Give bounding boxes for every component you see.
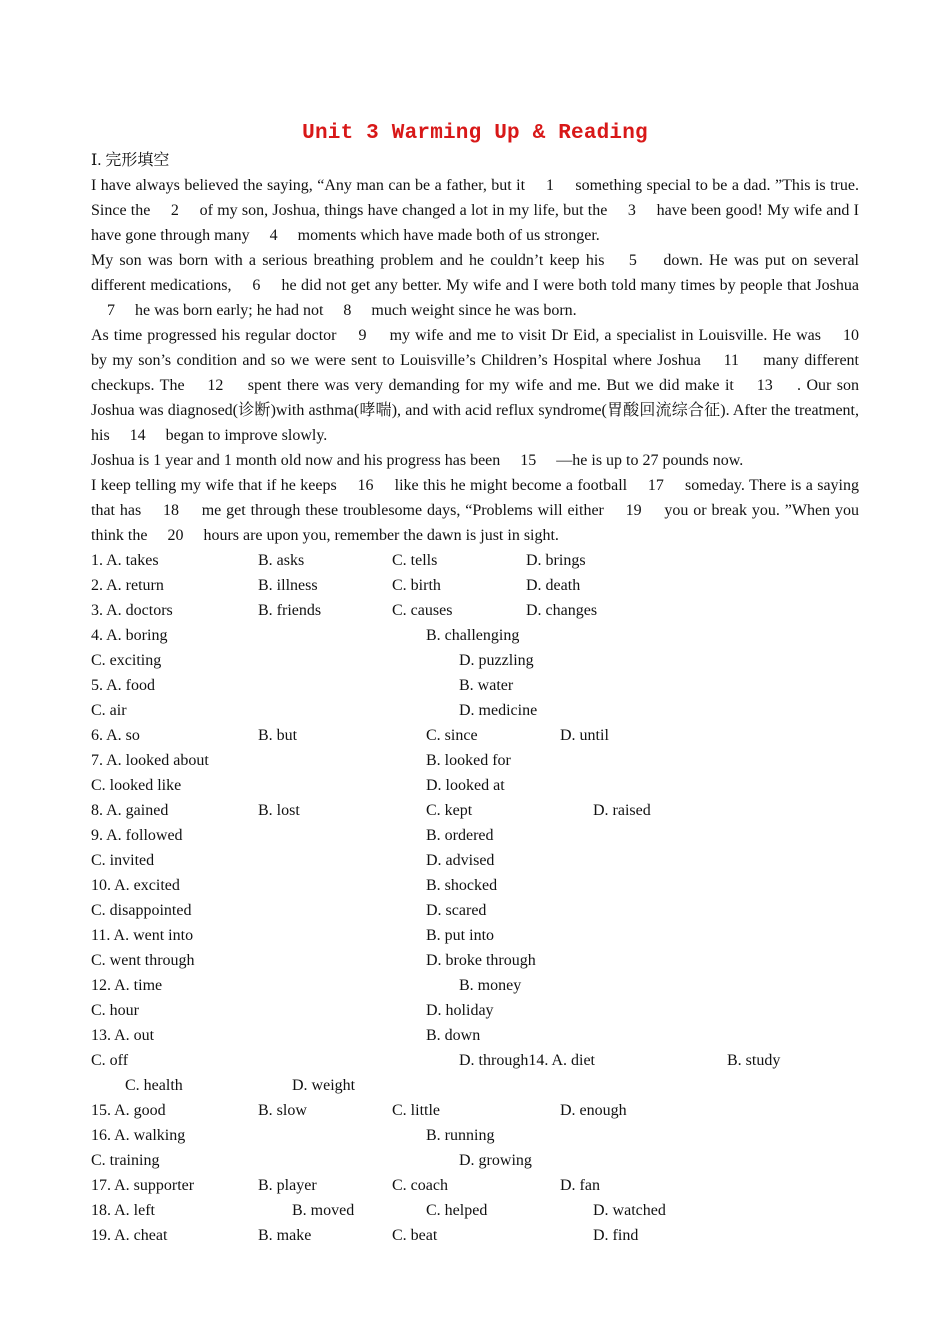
option-row bbox=[91, 873, 859, 898]
option-text: 11. A. went into bbox=[91, 927, 194, 944]
option-row bbox=[91, 1048, 859, 1073]
option-text: D. weight bbox=[292, 1077, 356, 1094]
option-text: C. causes bbox=[392, 602, 453, 619]
option-text: C. beat bbox=[392, 1227, 438, 1244]
option-text: D. brings bbox=[526, 552, 586, 569]
option-row bbox=[91, 673, 859, 698]
passage-paragraph: Joshua is 1 year and 1 month old now and his progress has been 15 —he is up to 27 pounds now. bbox=[91, 452, 744, 469]
option-text: B. friends bbox=[258, 602, 322, 619]
option-text: D. broke through bbox=[426, 952, 536, 969]
option-text: B. but bbox=[258, 727, 298, 744]
option-text: C. air bbox=[91, 702, 127, 719]
option-text: C. looked like bbox=[91, 777, 182, 794]
option-text: C. training bbox=[91, 1152, 160, 1169]
option-row bbox=[91, 598, 859, 623]
option-row bbox=[91, 548, 859, 573]
option-row bbox=[91, 1173, 859, 1198]
option-text: C. coach bbox=[392, 1177, 448, 1194]
option-row bbox=[91, 723, 859, 748]
option-text: 8. A. gained bbox=[91, 802, 169, 819]
option-row bbox=[91, 948, 859, 973]
option-text: 19. A. cheat bbox=[91, 1227, 168, 1244]
option-text: D. enough bbox=[560, 1102, 627, 1119]
option-text: D. looked at bbox=[426, 777, 505, 794]
option-text: B. illness bbox=[258, 577, 318, 594]
option-text: D. medicine bbox=[459, 702, 538, 719]
option-text: B. shocked bbox=[426, 877, 498, 894]
option-text: C. disappointed bbox=[91, 902, 192, 919]
passage-paragraph: I keep telling my wife that if he keeps 16 like this he might become a football 17 someday. There is a saying that has 18 me get through these troublesome days, “Problems will either 19 you or break you. ”When you think the 20 hours are upon you, remember the dawn is just in sight. bbox=[91, 477, 859, 544]
option-text: 15. A. good bbox=[91, 1102, 166, 1119]
option-text: C. hour bbox=[91, 1002, 139, 1019]
option-text: D. puzzling bbox=[459, 652, 534, 669]
option-row bbox=[91, 1098, 859, 1123]
option-text: C. tells bbox=[392, 552, 438, 569]
option-text: B. ordered bbox=[426, 827, 494, 844]
option-text: D. holiday bbox=[426, 1002, 494, 1019]
option-text: 7. A. looked about bbox=[91, 752, 209, 769]
option-row bbox=[91, 1198, 859, 1223]
option-text: C. little bbox=[392, 1102, 440, 1119]
option-text: D. watched bbox=[593, 1202, 666, 1219]
option-row bbox=[91, 973, 859, 998]
passage-paragraph: I have always believed the saying, “Any man can be a father, but it 1 something special to be a dad. ”This is true. Since the 2 of my son, Joshua, things have changed a lot in my life, but the 3 have been good! My wife and I have gone through many 4 moments which have made both of us stronger. bbox=[91, 177, 859, 244]
option-text: 9. A. followed bbox=[91, 827, 183, 844]
option-row bbox=[91, 923, 859, 948]
option-row bbox=[91, 698, 859, 723]
option-text: B. down bbox=[426, 1027, 481, 1044]
option-row bbox=[91, 1073, 859, 1098]
answer-options bbox=[91, 548, 859, 1248]
option-text: D. find bbox=[593, 1227, 639, 1244]
option-text: D. changes bbox=[526, 602, 598, 619]
option-text: 13. A. out bbox=[91, 1027, 155, 1044]
option-text: 1. A. takes bbox=[91, 552, 159, 569]
option-text: 4. A. boring bbox=[91, 627, 168, 644]
cloze-passage bbox=[91, 173, 880, 548]
option-text: D. scared bbox=[426, 902, 487, 919]
option-text: C. health bbox=[125, 1077, 183, 1094]
option-row bbox=[91, 998, 859, 1023]
option-text: D. until bbox=[560, 727, 609, 744]
option-text: B. water bbox=[459, 677, 514, 694]
option-text: D. raised bbox=[593, 802, 651, 819]
option-text: C. since bbox=[426, 727, 478, 744]
option-text: B. running bbox=[426, 1127, 495, 1144]
option-text: 5. A. food bbox=[91, 677, 155, 694]
option-text: D. through14. A. diet bbox=[459, 1052, 595, 1069]
option-text: B. moved bbox=[292, 1202, 355, 1219]
option-row bbox=[91, 623, 859, 648]
option-text: B. lost bbox=[258, 802, 300, 819]
option-text: 3. A. doctors bbox=[91, 602, 173, 619]
option-row bbox=[91, 848, 859, 873]
option-text: 18. A. left bbox=[91, 1202, 155, 1219]
option-row bbox=[91, 1123, 859, 1148]
option-row bbox=[91, 823, 859, 848]
option-row bbox=[91, 1023, 859, 1048]
option-text: B. player bbox=[258, 1177, 317, 1194]
option-text: B. put into bbox=[426, 927, 495, 944]
option-row bbox=[91, 898, 859, 923]
page-title: Unit 3 Warming Up & Reading bbox=[302, 122, 648, 145]
option-text: D. growing bbox=[459, 1152, 532, 1169]
option-text: 10. A. excited bbox=[91, 877, 180, 894]
option-text: 2. A. return bbox=[91, 577, 164, 594]
option-text: 17. A. supporter bbox=[91, 1177, 195, 1194]
option-text: B. study bbox=[727, 1052, 781, 1069]
option-text: C. invited bbox=[91, 852, 155, 869]
passage-paragraph: As time progressed his regular doctor 9 my wife and me to visit Dr Eid, a specialist in Louisville. He was 10 by my son’s condition and so we were sent to Louisville’s Children’s Hospital where Joshua 11 many different checkups. The 12 spent there was very demanding for my wife and me. But we did make it 13 . Our son Joshua was diagnosed(诊断)with asthma(哮喘), and with acid reflux syndrome(胃酸回流综合征). After the treatment, his 14 began to improve slowly. bbox=[91, 327, 880, 444]
option-text: B. money bbox=[459, 977, 522, 994]
option-row bbox=[91, 1223, 859, 1248]
option-text: C. birth bbox=[392, 577, 441, 594]
option-text: C. kept bbox=[426, 802, 473, 819]
option-text: D. death bbox=[526, 577, 581, 594]
option-text: D. fan bbox=[560, 1177, 600, 1194]
option-row bbox=[91, 773, 859, 798]
section-heading: Ⅰ. 完形填空 bbox=[91, 152, 170, 169]
option-text: C. off bbox=[91, 1052, 129, 1069]
option-text: B. make bbox=[258, 1227, 312, 1244]
option-text: 12. A. time bbox=[91, 977, 163, 994]
option-text: C. exciting bbox=[91, 652, 162, 669]
option-text: B. asks bbox=[258, 552, 305, 569]
option-text: B. looked for bbox=[426, 752, 511, 769]
option-row bbox=[91, 573, 859, 598]
option-text: C. helped bbox=[426, 1202, 488, 1219]
option-row bbox=[91, 748, 859, 773]
option-text: D. advised bbox=[426, 852, 495, 869]
option-row bbox=[91, 648, 859, 673]
option-text: 6. A. so bbox=[91, 727, 140, 744]
option-row bbox=[91, 798, 859, 823]
passage-paragraph: My son was born with a serious breathing problem and he couldn’t keep his 5 down. He was put on several different medications, 6 he did not get any better. My wife and I were both told many times by people that Joshua 7 he was born early; he had not 8 much weight since he was born. bbox=[91, 252, 860, 319]
option-text: B. slow bbox=[258, 1102, 307, 1119]
option-text: 16. A. walking bbox=[91, 1127, 186, 1144]
option-text: B. challenging bbox=[426, 627, 520, 644]
option-row bbox=[91, 1148, 859, 1173]
option-text: C. went through bbox=[91, 952, 195, 969]
